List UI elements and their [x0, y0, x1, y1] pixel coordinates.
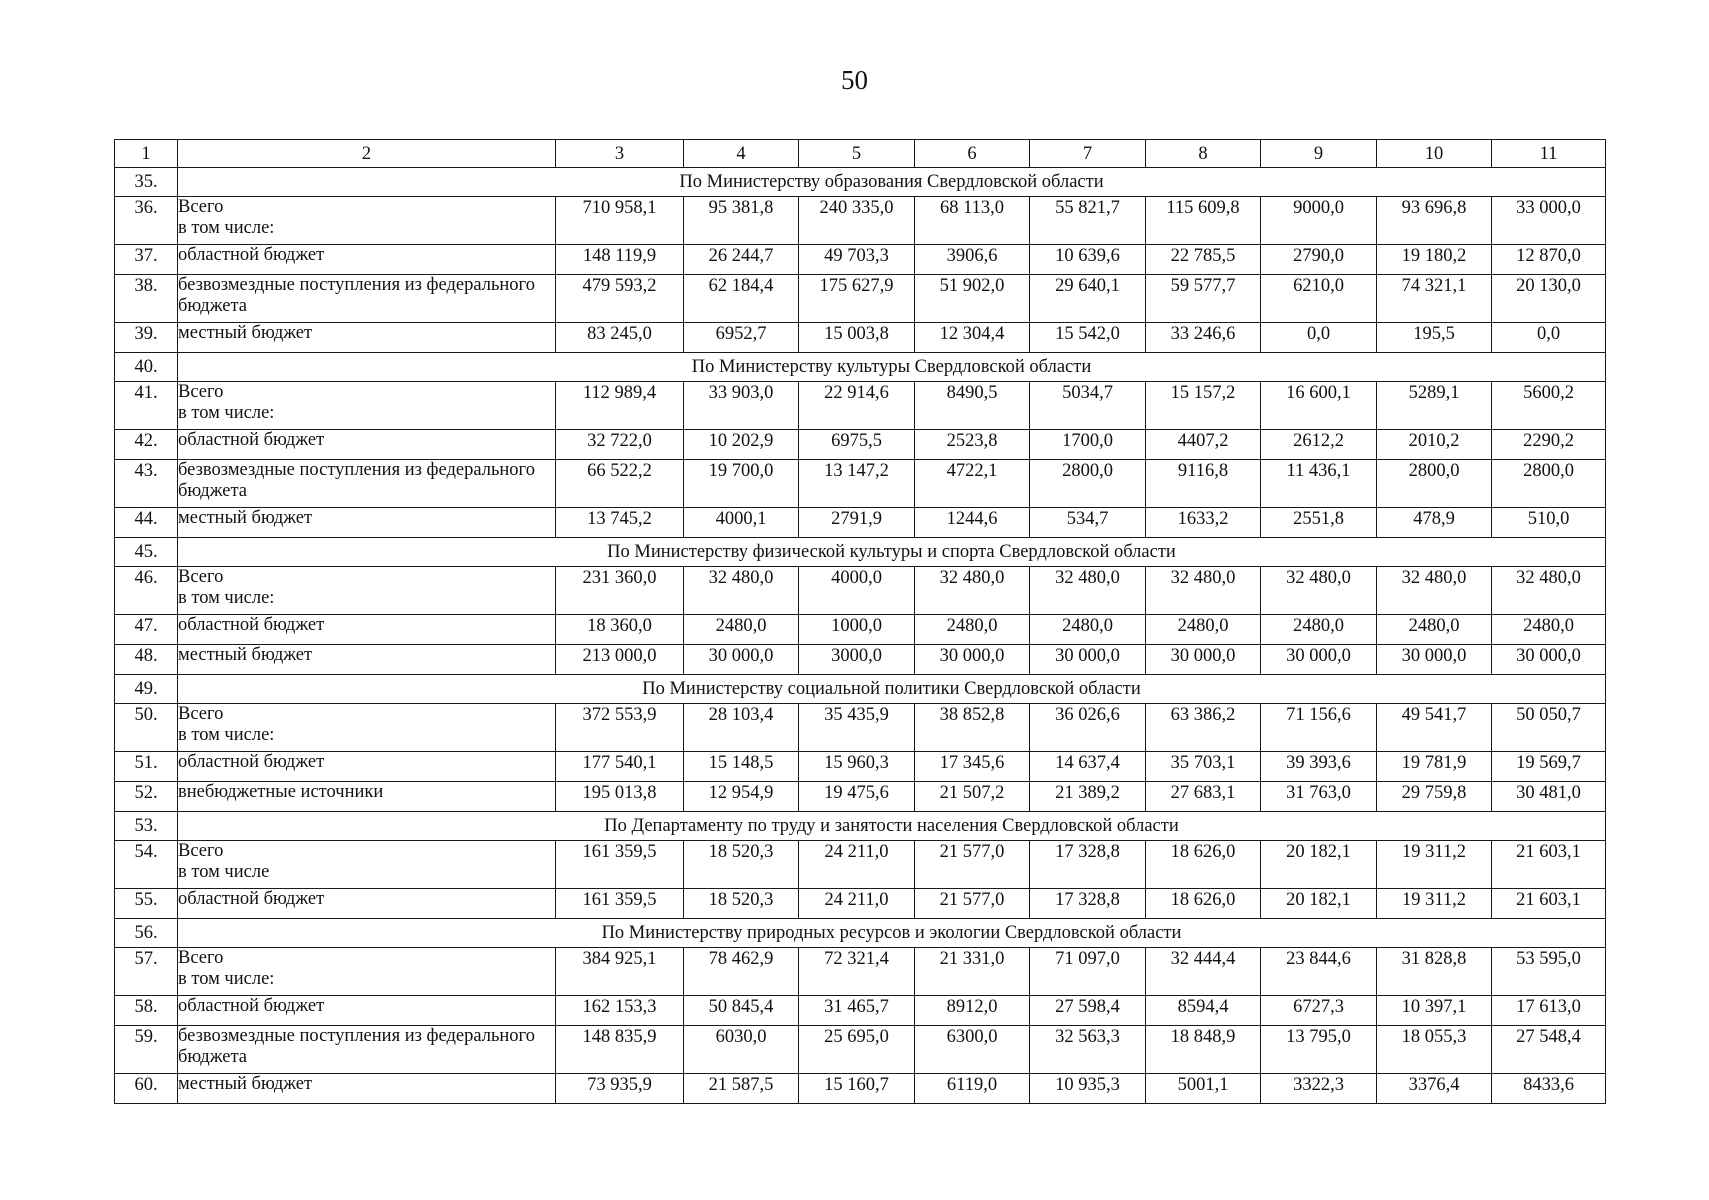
table-row: [115, 382, 1606, 430]
row-label: безвозмездные поступления из федерального бюджета: [178, 460, 556, 508]
value-cell: 30 000,0: [1261, 645, 1377, 675]
value-cell: 161 359,5: [556, 889, 684, 919]
row-label: Всего в том числе:: [178, 948, 556, 996]
row-number: 35.: [115, 168, 178, 197]
value-cell: 21 577,0: [915, 889, 1030, 919]
value-cell: 36 026,6: [1030, 704, 1146, 752]
header-cell: 2: [178, 140, 556, 168]
row-label: местный бюджет: [178, 1074, 556, 1104]
row-number: 49.: [115, 675, 178, 704]
value-cell: 31 465,7: [799, 996, 915, 1026]
header-cell: 4: [684, 140, 799, 168]
row-label: местный бюджет: [178, 645, 556, 675]
row-label: Всего в том числе:: [178, 704, 556, 752]
value-cell: 4722,1: [915, 460, 1030, 508]
row-number: 42.: [115, 430, 178, 460]
row-label: областной бюджет: [178, 615, 556, 645]
value-cell: 18 626,0: [1146, 889, 1261, 919]
value-cell: 30 000,0: [1146, 645, 1261, 675]
value-cell: 10 935,3: [1030, 1074, 1146, 1104]
budget-table: [114, 139, 1606, 1104]
value-cell: 18 848,9: [1146, 1026, 1261, 1074]
section-row: [115, 168, 1606, 197]
value-cell: 18 055,3: [1377, 1026, 1492, 1074]
value-cell: 15 148,5: [684, 752, 799, 782]
value-cell: 30 000,0: [1492, 645, 1606, 675]
value-cell: 6300,0: [915, 1026, 1030, 1074]
value-cell: 5289,1: [1377, 382, 1492, 430]
value-cell: 32 480,0: [1492, 567, 1606, 615]
value-cell: 1000,0: [799, 615, 915, 645]
value-cell: 21 331,0: [915, 948, 1030, 996]
value-cell: 32 480,0: [915, 567, 1030, 615]
section-title: По Министерству природных ресурсов и экологии Свердловской области: [178, 919, 1606, 948]
header-row: [115, 140, 1606, 168]
value-cell: 11 436,1: [1261, 460, 1377, 508]
row-number: 48.: [115, 645, 178, 675]
value-cell: 0,0: [1261, 323, 1377, 353]
value-cell: 18 626,0: [1146, 841, 1261, 889]
value-cell: 3000,0: [799, 645, 915, 675]
value-cell: 32 722,0: [556, 430, 684, 460]
table-row: [115, 567, 1606, 615]
section-title: По Департаменту по труду и занятости населения Свердловской области: [178, 812, 1606, 841]
value-cell: 2480,0: [684, 615, 799, 645]
value-cell: 19 700,0: [684, 460, 799, 508]
value-cell: 3906,6: [915, 245, 1030, 275]
value-cell: 71 097,0: [1030, 948, 1146, 996]
value-cell: 19 475,6: [799, 782, 915, 812]
value-cell: 30 000,0: [1030, 645, 1146, 675]
value-cell: 8912,0: [915, 996, 1030, 1026]
header-cell: 5: [799, 140, 915, 168]
value-cell: 10 202,9: [684, 430, 799, 460]
row-number: 47.: [115, 615, 178, 645]
value-cell: 15 160,7: [799, 1074, 915, 1104]
value-cell: 71 156,6: [1261, 704, 1377, 752]
value-cell: 19 311,2: [1377, 841, 1492, 889]
value-cell: 4000,0: [799, 567, 915, 615]
row-number: 58.: [115, 996, 178, 1026]
table-row: [115, 996, 1606, 1026]
table-row: [115, 430, 1606, 460]
value-cell: 29 759,8: [1377, 782, 1492, 812]
row-number: 38.: [115, 275, 178, 323]
value-cell: 35 703,1: [1146, 752, 1261, 782]
value-cell: 9000,0: [1261, 197, 1377, 245]
value-cell: 3376,4: [1377, 1074, 1492, 1104]
value-cell: 115 609,8: [1146, 197, 1261, 245]
header-cell: 7: [1030, 140, 1146, 168]
value-cell: 6727,3: [1261, 996, 1377, 1026]
value-cell: 26 244,7: [684, 245, 799, 275]
value-cell: 78 462,9: [684, 948, 799, 996]
row-number: 57.: [115, 948, 178, 996]
row-number: 51.: [115, 752, 178, 782]
header-cell: 11: [1492, 140, 1606, 168]
section-title: По Министерству образования Свердловской области: [178, 168, 1606, 197]
value-cell: 19 569,7: [1492, 752, 1606, 782]
value-cell: 240 335,0: [799, 197, 915, 245]
row-label: Всего в том числе:: [178, 382, 556, 430]
value-cell: 18 360,0: [556, 615, 684, 645]
value-cell: 195 013,8: [556, 782, 684, 812]
section-row: [115, 675, 1606, 704]
value-cell: 213 000,0: [556, 645, 684, 675]
value-cell: 21 577,0: [915, 841, 1030, 889]
row-number: 41.: [115, 382, 178, 430]
value-cell: 13 745,2: [556, 508, 684, 538]
row-number: 60.: [115, 1074, 178, 1104]
value-cell: 10 639,6: [1030, 245, 1146, 275]
row-label: местный бюджет: [178, 323, 556, 353]
value-cell: 9116,8: [1146, 460, 1261, 508]
header-cell: 10: [1377, 140, 1492, 168]
value-cell: 2290,2: [1492, 430, 1606, 460]
value-cell: 534,7: [1030, 508, 1146, 538]
row-number: 37.: [115, 245, 178, 275]
section-title: По Министерству социальной политики Свердловской области: [178, 675, 1606, 704]
value-cell: 53 595,0: [1492, 948, 1606, 996]
value-cell: 59 577,7: [1146, 275, 1261, 323]
value-cell: 2480,0: [1146, 615, 1261, 645]
row-number: 54.: [115, 841, 178, 889]
row-label: безвозмездные поступления из федерального бюджета: [178, 275, 556, 323]
value-cell: 32 480,0: [684, 567, 799, 615]
value-cell: 2480,0: [1492, 615, 1606, 645]
value-cell: 112 989,4: [556, 382, 684, 430]
value-cell: 30 000,0: [684, 645, 799, 675]
table-row: [115, 841, 1606, 889]
row-number: 46.: [115, 567, 178, 615]
value-cell: 5001,1: [1146, 1074, 1261, 1104]
value-cell: 39 393,6: [1261, 752, 1377, 782]
row-label: областной бюджет: [178, 889, 556, 919]
table-row: [115, 1074, 1606, 1104]
value-cell: 17 328,8: [1030, 841, 1146, 889]
row-number: 36.: [115, 197, 178, 245]
value-cell: 148 835,9: [556, 1026, 684, 1074]
row-number: 53.: [115, 812, 178, 841]
value-cell: 31 763,0: [1261, 782, 1377, 812]
value-cell: 2480,0: [1377, 615, 1492, 645]
value-cell: 32 444,4: [1146, 948, 1261, 996]
value-cell: 32 480,0: [1146, 567, 1261, 615]
value-cell: 12 954,9: [684, 782, 799, 812]
row-label: Всего в том числе: [178, 841, 556, 889]
value-cell: 21 603,1: [1492, 841, 1606, 889]
value-cell: 372 553,9: [556, 704, 684, 752]
value-cell: 27 683,1: [1146, 782, 1261, 812]
table-row: [115, 245, 1606, 275]
value-cell: 35 435,9: [799, 704, 915, 752]
value-cell: 17 328,8: [1030, 889, 1146, 919]
header-cell: 6: [915, 140, 1030, 168]
row-number: 55.: [115, 889, 178, 919]
value-cell: 33 000,0: [1492, 197, 1606, 245]
value-cell: 32 480,0: [1030, 567, 1146, 615]
table-row: [115, 645, 1606, 675]
value-cell: 68 113,0: [915, 197, 1030, 245]
value-cell: 30 000,0: [1377, 645, 1492, 675]
value-cell: 0,0: [1492, 323, 1606, 353]
table-row: [115, 508, 1606, 538]
table-row: [115, 197, 1606, 245]
value-cell: 2523,8: [915, 430, 1030, 460]
value-cell: 21 389,2: [1030, 782, 1146, 812]
value-cell: 16 600,1: [1261, 382, 1377, 430]
value-cell: 83 245,0: [556, 323, 684, 353]
table-row: [115, 323, 1606, 353]
header-cell: 9: [1261, 140, 1377, 168]
table-body: [115, 140, 1606, 1104]
value-cell: 74 321,1: [1377, 275, 1492, 323]
value-cell: 95 381,8: [684, 197, 799, 245]
value-cell: 1700,0: [1030, 430, 1146, 460]
header-cell: 3: [556, 140, 684, 168]
value-cell: 15 003,8: [799, 323, 915, 353]
value-cell: 24 211,0: [799, 889, 915, 919]
value-cell: 13 147,2: [799, 460, 915, 508]
value-cell: 25 695,0: [799, 1026, 915, 1074]
section-row: [115, 353, 1606, 382]
row-label: безвозмездные поступления из федерального бюджета: [178, 1026, 556, 1074]
value-cell: 50 845,4: [684, 996, 799, 1026]
value-cell: 19 311,2: [1377, 889, 1492, 919]
value-cell: 148 119,9: [556, 245, 684, 275]
table-row: [115, 615, 1606, 645]
table-row: [115, 752, 1606, 782]
value-cell: 15 542,0: [1030, 323, 1146, 353]
header-cell: 8: [1146, 140, 1261, 168]
value-cell: 5034,7: [1030, 382, 1146, 430]
value-cell: 28 103,4: [684, 704, 799, 752]
value-cell: 27 598,4: [1030, 996, 1146, 1026]
value-cell: 2790,0: [1261, 245, 1377, 275]
value-cell: 33 246,6: [1146, 323, 1261, 353]
row-label: областной бюджет: [178, 245, 556, 275]
table-row: [115, 782, 1606, 812]
value-cell: 22 785,5: [1146, 245, 1261, 275]
value-cell: 710 958,1: [556, 197, 684, 245]
row-number: 59.: [115, 1026, 178, 1074]
table-row: [115, 1026, 1606, 1074]
table-row: [115, 889, 1606, 919]
value-cell: 20 182,1: [1261, 841, 1377, 889]
row-number: 40.: [115, 353, 178, 382]
value-cell: 2480,0: [1261, 615, 1377, 645]
value-cell: 17 345,6: [915, 752, 1030, 782]
section-row: [115, 919, 1606, 948]
value-cell: 12 870,0: [1492, 245, 1606, 275]
value-cell: 19 781,9: [1377, 752, 1492, 782]
value-cell: 4000,1: [684, 508, 799, 538]
value-cell: 2010,2: [1377, 430, 1492, 460]
value-cell: 14 637,4: [1030, 752, 1146, 782]
row-number: 56.: [115, 919, 178, 948]
value-cell: 13 795,0: [1261, 1026, 1377, 1074]
value-cell: 177 540,1: [556, 752, 684, 782]
value-cell: 479 593,2: [556, 275, 684, 323]
value-cell: 49 541,7: [1377, 704, 1492, 752]
value-cell: 3322,3: [1261, 1074, 1377, 1104]
value-cell: 27 548,4: [1492, 1026, 1606, 1074]
value-cell: 18 520,3: [684, 889, 799, 919]
value-cell: 18 520,3: [684, 841, 799, 889]
value-cell: 32 480,0: [1377, 567, 1492, 615]
value-cell: 510,0: [1492, 508, 1606, 538]
value-cell: 6975,5: [799, 430, 915, 460]
value-cell: 38 852,8: [915, 704, 1030, 752]
value-cell: 21 603,1: [1492, 889, 1606, 919]
value-cell: 15 960,3: [799, 752, 915, 782]
row-number: 44.: [115, 508, 178, 538]
value-cell: 15 157,2: [1146, 382, 1261, 430]
value-cell: 72 321,4: [799, 948, 915, 996]
value-cell: 6119,0: [915, 1074, 1030, 1104]
value-cell: 10 397,1: [1377, 996, 1492, 1026]
value-cell: 8433,6: [1492, 1074, 1606, 1104]
section-row: [115, 812, 1606, 841]
section-title: По Министерству физической культуры и спорта Свердловской области: [178, 538, 1606, 567]
value-cell: 23 844,6: [1261, 948, 1377, 996]
table-row: [115, 948, 1606, 996]
row-label: местный бюджет: [178, 508, 556, 538]
value-cell: 30 000,0: [915, 645, 1030, 675]
row-label: Всего в том числе:: [178, 567, 556, 615]
value-cell: 1633,2: [1146, 508, 1261, 538]
value-cell: 2791,9: [799, 508, 915, 538]
row-number: 43.: [115, 460, 178, 508]
row-label: областной бюджет: [178, 430, 556, 460]
value-cell: 66 522,2: [556, 460, 684, 508]
value-cell: 20 182,1: [1261, 889, 1377, 919]
value-cell: 6210,0: [1261, 275, 1377, 323]
value-cell: 73 935,9: [556, 1074, 684, 1104]
value-cell: 63 386,2: [1146, 704, 1261, 752]
table-row: [115, 704, 1606, 752]
value-cell: 2551,8: [1261, 508, 1377, 538]
value-cell: 2612,2: [1261, 430, 1377, 460]
value-cell: 30 481,0: [1492, 782, 1606, 812]
value-cell: 50 050,7: [1492, 704, 1606, 752]
value-cell: 32 480,0: [1261, 567, 1377, 615]
value-cell: 2800,0: [1492, 460, 1606, 508]
value-cell: 4407,2: [1146, 430, 1261, 460]
value-cell: 161 359,5: [556, 841, 684, 889]
value-cell: 22 914,6: [799, 382, 915, 430]
value-cell: 8594,4: [1146, 996, 1261, 1026]
value-cell: 33 903,0: [684, 382, 799, 430]
value-cell: 162 153,3: [556, 996, 684, 1026]
row-label: областной бюджет: [178, 752, 556, 782]
value-cell: 62 184,4: [684, 275, 799, 323]
value-cell: 2480,0: [1030, 615, 1146, 645]
section-title: По Министерству культуры Свердловской области: [178, 353, 1606, 382]
value-cell: 6952,7: [684, 323, 799, 353]
value-cell: 55 821,7: [1030, 197, 1146, 245]
row-label: Всего в том числе:: [178, 197, 556, 245]
header-cell: 1: [115, 140, 178, 168]
value-cell: 32 563,3: [1030, 1026, 1146, 1074]
row-label: областной бюджет: [178, 996, 556, 1026]
value-cell: 1244,6: [915, 508, 1030, 538]
value-cell: 12 304,4: [915, 323, 1030, 353]
value-cell: 8490,5: [915, 382, 1030, 430]
row-number: 50.: [115, 704, 178, 752]
row-label: внебюджетные источники: [178, 782, 556, 812]
value-cell: 2800,0: [1030, 460, 1146, 508]
value-cell: 478,9: [1377, 508, 1492, 538]
page-number: 50: [841, 65, 868, 95]
value-cell: 51 902,0: [915, 275, 1030, 323]
value-cell: 21 507,2: [915, 782, 1030, 812]
value-cell: 5600,2: [1492, 382, 1606, 430]
value-cell: 29 640,1: [1030, 275, 1146, 323]
value-cell: 231 360,0: [556, 567, 684, 615]
value-cell: 384 925,1: [556, 948, 684, 996]
value-cell: 6030,0: [684, 1026, 799, 1074]
value-cell: 195,5: [1377, 323, 1492, 353]
value-cell: 175 627,9: [799, 275, 915, 323]
row-number: 39.: [115, 323, 178, 353]
value-cell: 20 130,0: [1492, 275, 1606, 323]
row-number: 45.: [115, 538, 178, 567]
value-cell: 21 587,5: [684, 1074, 799, 1104]
value-cell: 31 828,8: [1377, 948, 1492, 996]
value-cell: 24 211,0: [799, 841, 915, 889]
table-row: [115, 275, 1606, 323]
table-row: [115, 460, 1606, 508]
value-cell: 49 703,3: [799, 245, 915, 275]
row-number: 52.: [115, 782, 178, 812]
value-cell: 2800,0: [1377, 460, 1492, 508]
section-row: [115, 538, 1606, 567]
value-cell: 17 613,0: [1492, 996, 1606, 1026]
value-cell: 2480,0: [915, 615, 1030, 645]
value-cell: 93 696,8: [1377, 197, 1492, 245]
value-cell: 19 180,2: [1377, 245, 1492, 275]
